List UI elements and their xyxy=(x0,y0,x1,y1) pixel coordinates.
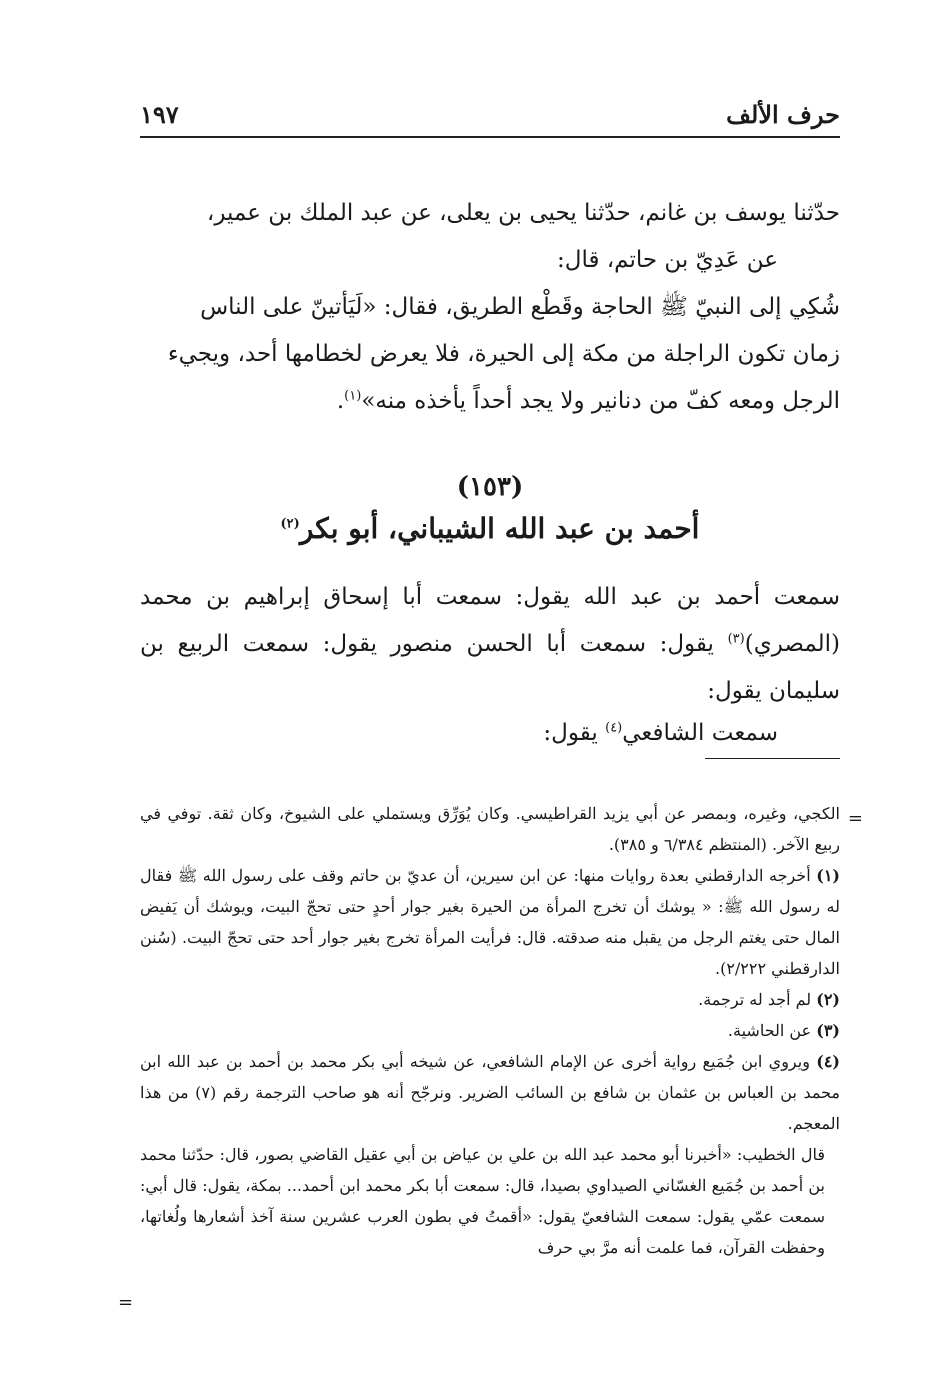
narration-paragraph xyxy=(140,574,840,715)
footnote-text: عن الحاشية. xyxy=(727,1021,817,1040)
footnote-text: لم أجد له ترجمة. xyxy=(698,990,817,1009)
line-end: . xyxy=(336,388,345,414)
text-line-content: الرجل ومعه كفّ من دنانير ولا يجد أحداً يأخذه منه» xyxy=(361,388,840,414)
entry-title xyxy=(140,512,840,545)
hadith-paragraph xyxy=(140,190,840,425)
narration-text: سمعت أحمد بن عبد الله يقول: سمعت أبا إسحاق إبراهيم بن محمد (المصري) xyxy=(140,584,840,657)
footnote-marker: (٣) xyxy=(816,1021,840,1040)
footnote-ref: (١) xyxy=(344,388,362,404)
narration-text: سمعت الشافعي xyxy=(622,720,778,746)
footnote-marker: (١) xyxy=(816,866,840,885)
narration-text: يقول: xyxy=(543,720,606,746)
footnote-text: ويروي ابن جُمَيع رواية أخرى عن الإمام الشافعي، عن شيخه أبي بكر محمد بن أحمد بن عبد الله ابن محمد بن العباس بن عثمان بن شافع بن السائب الضرير. ونرجّح أنه هو صاحب الترجمة رقم (٧) من هذا المعجم. xyxy=(140,1052,840,1133)
text-line: عن عَدِيّ بن حاتم، قال: xyxy=(556,247,778,273)
header-rule xyxy=(140,136,840,138)
narration-paragraph xyxy=(140,710,840,757)
text-line: زمان تكون الراجلة من مكة إلى الحيرة، فلا يعرض لخطامها أحد، ويجيء xyxy=(167,341,840,367)
footnote-continuation: الكجي، وغيره، وبمصر عن أبي يزيد القراطيسي. وكان يُوَرِّق ويستملي على الشيوخ، وكان ثقة. توفي في ربيع الآخر. (المنتظم ٦/٣٨٤ و ٣٨٥). xyxy=(140,804,840,854)
running-header xyxy=(140,100,840,140)
text-line xyxy=(140,378,840,425)
continued-marker: = xyxy=(847,808,863,829)
footnote-marker: (٢) xyxy=(816,990,840,1009)
footnote-1 xyxy=(140,860,840,984)
footnote-separator xyxy=(705,758,840,759)
footnote-text: أخرجه الدارقطني بعدة روايات منها: عن ابن سيرين، أن عديّ بن حاتم وقف على رسول الله ﷺ فقال له رسول الله ﷺ: « يوشك أن تخرج المرأة من الحيرة بغير جوار أحدٍ حتى تحجّ البيت، ويوشك أن يَفيض المال حتى يغتم الرجل من يقبل منه صدقته. قال: فرأيت المرأة تخرج بغير جوار أحد حتى تحجّ البيت. (سُنن الدارقطني ٢/٢٢٢). xyxy=(140,866,841,978)
chapter-title: حرف الألف xyxy=(726,100,840,129)
footnote-ref: (٣) xyxy=(727,631,745,647)
footnote-2 xyxy=(140,984,840,1015)
text-line: شُكِي إلى النبيّ ﷺ الحاجة وقَطْع الطريق، فقال: «لَيَأتينّ على الناس xyxy=(200,294,840,320)
narration-text: يقول: سمعت أبا الحسن منصور يقول: سمعت الربيع بن سليمان يقول: xyxy=(140,631,840,704)
footnote-marker: (٤) xyxy=(816,1052,840,1071)
continues-marker: = xyxy=(118,1292,134,1313)
entry-title-text: أحمد بن عبد الله الشيباني، أبو بكر xyxy=(299,512,700,545)
footnote-3 xyxy=(140,1015,840,1046)
footnote-4 xyxy=(140,1046,840,1139)
text-line: حدّثنا يوسف بن غانم، حدّثنا يحيى بن يعلى، عن عبد الملك بن عمير، xyxy=(206,200,840,226)
footnote-ref: (٤) xyxy=(605,720,623,736)
footnotes xyxy=(140,798,840,1263)
page-number: ١٩٧ xyxy=(140,100,179,129)
entry-number: (١٥٣) xyxy=(456,472,524,502)
footnote-4-quote: قال الخطيب: «أخبرنا أبو محمد عبد الله بن علي بن عياض بن أبي عقيل القاضي بصور، قال: حدّثنا محمد بن أحمد بن جُمَيع الغسّاني الصيداوي بصيدا، قال: سمعت أبا بكر محمد ابن أحمد... بمكة، يقول: قال أبي: سمعت عمّي يقول: سمعت الشافعيّ يقول: «أقمتُ في بطون العرب عشرين سنة آخذ أشعارها ولُغاتها، وحفظت القرآن، فما علمت أنه مرَّ بي حرف xyxy=(140,1145,825,1257)
footnote-ref: (٢) xyxy=(280,516,300,532)
